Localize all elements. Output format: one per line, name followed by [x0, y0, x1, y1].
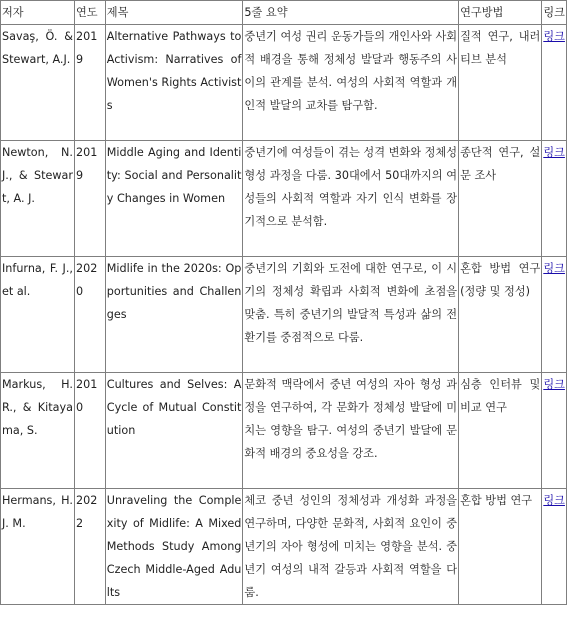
paper-link[interactable]: 링크 — [543, 494, 565, 507]
paper-link[interactable]: 링크 — [543, 146, 565, 159]
method-cell: 종단적 연구, 설문 조사 — [459, 141, 542, 257]
title-cell: Cultures and Selves: A Cycle of Mutual Constitution — [105, 373, 243, 489]
paper-link[interactable]: 링크 — [543, 30, 565, 43]
author-cell: Markus, H. R., & Kitayama, S. — [1, 373, 75, 489]
method-cell: 질적 연구, 내러티브 분석 — [459, 25, 542, 141]
header-link: 링크 — [542, 1, 567, 25]
paper-link[interactable]: 링크 — [543, 262, 565, 275]
year-cell: 2019 — [74, 25, 105, 141]
paper-link[interactable]: 링크 — [543, 378, 565, 391]
author-cell: Savaş, Ö. & Stewart, A.J. — [1, 25, 75, 141]
table-row — [1, 25, 567, 141]
method-cell: 혼합 방법 연구 (정량 및 정성) — [459, 257, 542, 373]
summary-cell: 체코 중년 성인의 정체성과 개성화 과정을 연구하며, 다양한 문화적, 사회적 요인이 중년기의 자아 형성에 미치는 영향을 분석. 중년기 여성의 내적 갈등과 사회적 역할을 다룸. — [243, 489, 459, 605]
table-row — [1, 141, 567, 257]
title-cell: Unraveling the Complexity of Midlife: A Mixed Methods Study Among Czech Middle-Aged Adults — [105, 489, 243, 605]
link-cell — [542, 25, 567, 141]
author-cell: Newton, N. J., & Stewart, A. J. — [1, 141, 75, 257]
table-row — [1, 257, 567, 373]
author-cell: Hermans, H. J. M. — [1, 489, 75, 605]
summary-cell: 중년기 여성 권리 운동가들의 개인사와 사회적 배경을 통해 정체성 발달과 행동주의 사이의 관계를 분석. 여성의 사회적 역할과 개인적 발달의 교차를 탐구함. — [243, 25, 459, 141]
header-summary: 5줄 요약 — [243, 1, 459, 25]
table-row — [1, 373, 567, 489]
method-cell: 혼합 방법 연구 — [459, 489, 542, 605]
header-row — [1, 1, 567, 25]
year-cell: 2020 — [74, 257, 105, 373]
header-author: 저자 — [1, 1, 75, 25]
title-cell: Midlife in the 2020s: Opportunities and Challenges — [105, 257, 243, 373]
method-cell: 심층 인터뷰 및 비교 연구 — [459, 373, 542, 489]
year-cell: 2019 — [74, 141, 105, 257]
year-cell: 2010 — [74, 373, 105, 489]
header-method: 연구방법 — [459, 1, 542, 25]
table-row — [1, 489, 567, 605]
link-cell — [542, 257, 567, 373]
title-cell: Middle Aging and Identity: Social and Personality Changes in Women — [105, 141, 243, 257]
year-cell: 2022 — [74, 489, 105, 605]
link-cell — [542, 489, 567, 605]
link-cell — [542, 373, 567, 489]
author-cell: Infurna, F. J., et al. — [1, 257, 75, 373]
summary-cell: 중년기에 여성들이 겪는 성격 변화와 정체성 형성 과정을 다룸. 30대에서 50대까지의 여성들의 사회적 역할과 자기 인식 변화를 장기적으로 분석함. — [243, 141, 459, 257]
title-cell: Alternative Pathways to Activism: Narratives of Women's Rights Activists — [105, 25, 243, 141]
header-title: 제목 — [105, 1, 243, 25]
link-cell — [542, 141, 567, 257]
summary-cell: 문화적 맥락에서 중년 여성의 자아 형성 과정을 연구하여, 각 문화가 정체성 발달에 미치는 영향을 탐구. 여성의 중년기 발달에 문화적 배경의 중요성을 강조. — [243, 373, 459, 489]
header-year: 연도 — [74, 1, 105, 25]
summary-cell: 중년기의 기회와 도전에 대한 연구로, 이 시기의 정체성 확립과 사회적 변화에 초점을 맞춤. 특히 중년기의 발달적 특성과 삶의 전환기를 중점적으로 다룸. — [243, 257, 459, 373]
